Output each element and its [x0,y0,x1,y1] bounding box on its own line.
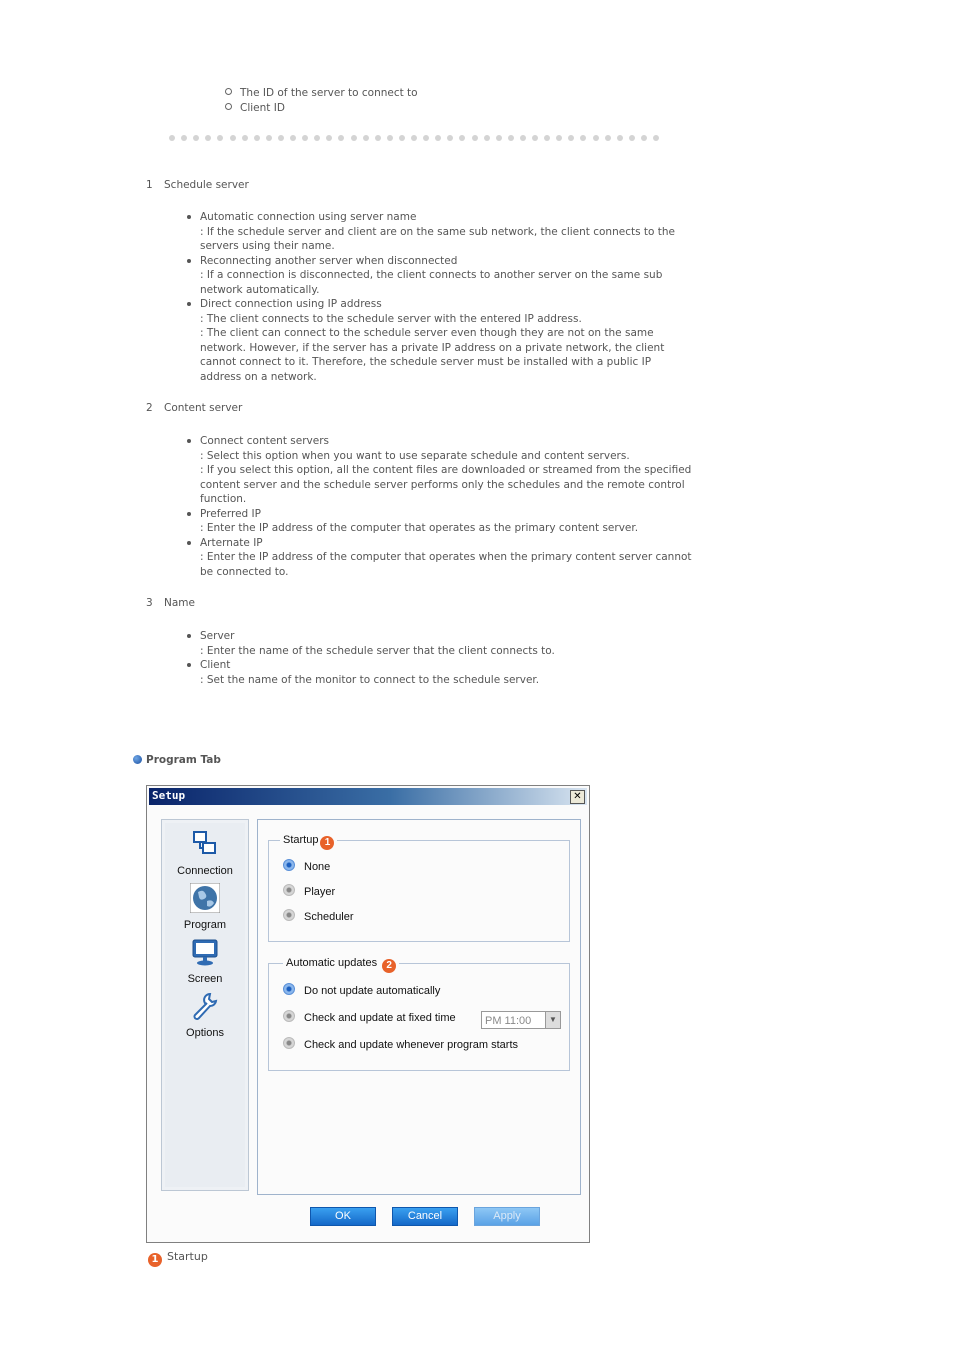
list-item [186,434,716,507]
server-id-list [225,86,418,115]
caption [148,1250,208,1267]
separator-dot [375,135,381,141]
separator-dot [217,135,223,141]
item-line: : The client can connect to the schedule server even though they are not on the same [200,327,654,339]
nav-item-connection[interactable] [165,829,245,878]
radio-fixed-time[interactable] [283,1010,456,1026]
startup-group [268,834,570,942]
updates-legend [283,956,399,973]
item-line: : Enter the name of the schedule server that the client connects to. [200,644,555,657]
item-head: Reconnecting another server when disconnected [200,254,458,267]
separator-dot [242,135,248,141]
list-item [186,536,716,580]
separator-dot [411,135,417,141]
nav-item-options[interactable] [165,991,245,1040]
radio-label: None [304,861,331,873]
separator-dot [254,135,260,141]
separator-dot [314,135,320,141]
item-line: : Enter the IP address of the computer that operates when the primary content server cannot [200,551,692,563]
list-item-text: Client ID [240,101,285,114]
item-line: : If you select this option, all the content files are downloaded or streamed from the specified [200,464,692,476]
separator-dot [302,135,308,141]
separator-dot [387,135,393,141]
nav-label: Options [186,1026,224,1039]
separator-dot [290,135,296,141]
bullet-icon [133,755,142,764]
nav-label: Program [183,918,227,931]
nav-label: Screen [187,972,223,985]
list-item [186,210,716,254]
section-heading [146,596,195,611]
separator-dot [423,135,429,141]
globe-icon [190,883,220,913]
separator-dot [605,135,611,141]
section-heading [146,178,249,193]
number-badge: 2 [382,959,396,973]
section-title: Name [164,597,195,609]
apply-button[interactable]: Apply [474,1207,540,1226]
item-head: Client [200,659,231,671]
nav-label: Connection [177,864,233,877]
item-line: : The client connects to the schedule server with the entered IP address. [200,312,582,325]
radio-icon [283,983,295,995]
item-head: Arternate IP [200,536,263,549]
radio-none[interactable] [283,859,330,875]
list-item [186,254,716,298]
radio-icon [283,909,295,921]
item-line: : Set the name of the monitor to connect to the schedule server. [200,673,540,686]
item-line: : If the schedule server and client are on the same sub network, the client connects to the [200,225,676,238]
separator-dot [496,135,502,141]
separator-dot [278,135,284,141]
separator-dot [508,135,514,141]
item-head: Automatic connection using server name [200,211,417,223]
program-tab-heading [133,753,221,768]
separator-dot [544,135,550,141]
radio-icon [283,1010,295,1022]
nav-item-screen[interactable] [165,937,245,986]
separator-dot [363,135,369,141]
separator-dot [169,135,175,141]
item-line: address on a network. [200,370,317,383]
separator-dot [593,135,599,141]
radio-scheduler[interactable] [283,909,354,925]
number-badge: 1 [320,836,334,850]
separator-dot [629,135,635,141]
heading-text: Program Tab [146,754,221,766]
wrench-icon [190,991,220,1021]
item-line: : Enter the IP address of the computer that operates as the primary content server. [200,522,639,534]
monitor-icon [190,937,220,967]
separator-dot [193,135,199,141]
list-item [225,101,418,116]
item-line: : If a connection is disconnected, the client connects to another server on the same sub [200,269,663,281]
bullet-list [186,629,716,687]
startup-legend [280,833,337,850]
chevron-down-icon[interactable]: ▼ [545,1012,560,1028]
separator-dot [447,135,453,141]
separator-dot [568,135,574,141]
section-number: 3 [146,597,153,609]
legend-text: Automatic updates [286,957,378,969]
radio-player[interactable] [283,884,335,900]
nav-pane [161,819,249,1191]
item-line: network automatically. [200,283,320,296]
time-value: PM 11:00 [485,1015,532,1027]
separator-dot [641,135,647,141]
item-head: Preferred IP [200,507,261,520]
radio-icon [283,1037,295,1049]
list-item [186,629,716,658]
list-item [186,507,716,536]
nav-item-program[interactable] [165,883,245,932]
separator-dot [399,135,405,141]
radio-no-update[interactable] [283,983,440,999]
radio-label: Scheduler [304,911,354,923]
item-line: network. However, if the server has a private IP address on a private network, the client [200,341,665,354]
item-head: Server [200,630,235,642]
separator-dot [351,135,357,141]
updates-group [268,957,570,1071]
separator-dot [230,135,236,141]
separator-dot [472,135,478,141]
section-title: Content server [164,402,243,414]
close-button[interactable]: ✕ [570,790,585,804]
number-badge: 1 [148,1253,162,1267]
separator-dot [580,135,586,141]
list-item [186,297,716,384]
item-line: cannot connect to it. Therefore, the schedule server must be installed with a public IP [200,356,652,368]
separator-dot [459,135,465,141]
bullet-list [186,210,716,384]
radio-label: Check and update whenever program starts [304,1039,519,1051]
radio-icon [283,884,295,896]
separator-dot [326,135,332,141]
legend-text: Startup [283,834,319,846]
connection-icon [190,829,220,859]
separator-dot [617,135,623,141]
item-line: content server and the schedule server performs only the schedules and the remote control [200,478,685,491]
section-number: 1 [146,179,153,191]
content-pane [257,819,581,1195]
item-head: Direct connection using IP address [200,298,382,310]
item-line: : Select this option when you want to use separate schedule and content servers. [200,449,630,462]
cancel-button[interactable]: Cancel [392,1207,458,1226]
radio-label: Player [304,886,336,898]
separator-dot [435,135,441,141]
separator-dot [181,135,187,141]
dialog-title: Setup [152,789,186,802]
item-line: be connected to. [200,565,289,578]
list-item [225,86,418,101]
separator-dot [653,135,659,141]
title-bar [149,788,587,805]
separator-dot [532,135,538,141]
radio-label: Do not update automatically [304,985,441,997]
separator-dot [520,135,526,141]
item-line: function. [200,493,247,505]
ok-button[interactable]: OK [310,1207,376,1226]
separator-dot [205,135,211,141]
radio-label: Check and update at fixed time [304,1012,456,1024]
separator-dot [484,135,490,141]
separator-dot [556,135,562,141]
caption-text: Startup [167,1250,208,1263]
dotted-separator [169,135,669,143]
section-title: Schedule server [164,179,249,191]
section-number: 2 [146,402,153,414]
time-select[interactable] [481,1011,561,1029]
bullet-list [186,434,716,579]
list-item-text: The ID of the server to connect to [240,87,418,99]
list-item [186,658,716,687]
setup-dialog [146,785,590,1243]
radio-program-start[interactable] [283,1037,518,1053]
separator-dot [266,135,272,141]
separator-dot [338,135,344,141]
item-line: servers using their name. [200,240,335,252]
item-head: Connect content servers [200,435,329,447]
section-heading [146,401,242,416]
radio-icon [283,859,295,871]
